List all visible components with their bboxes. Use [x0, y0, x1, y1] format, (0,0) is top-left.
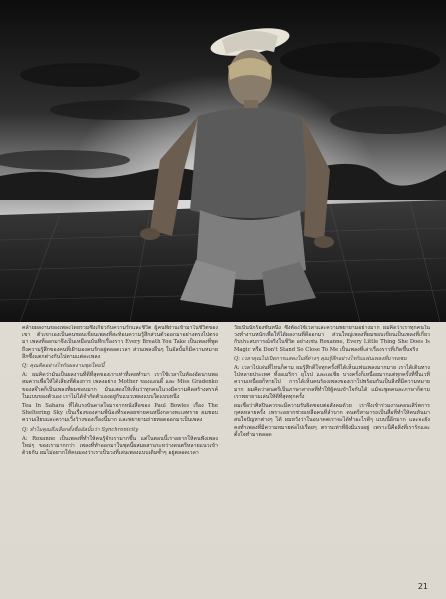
left-question-2: Q: ทำไมคุณถึงเลือกตั้งชื่ออัลบั้มว่า Synchronicity [22, 426, 139, 433]
page-number: 21 [417, 582, 428, 591]
article-columns [22, 325, 430, 573]
right-question-1: Q: เวลาคุณไปเปิดการแสดงในที่ต่างๆ คุณรู้สึกอย่างไรกับแฟนเพลงที่มารอชม [234, 355, 407, 362]
right-paragraph-1: วัยเป็นนักร้องชั้นหนึ่ง ซึ่งต้องใช้เวลาและความพยายามอย่างมาก ผมคิดว่าเราทุกคนในวงทำงานหนักเพื่อให้ได้ผลงานที่ดีออกมา ส่วนใหญ่เพลงที่ผมชอบเขียนเป็นเพลงที่เกี่ยวกับประสบการณ์จริงในชีวิต อย่างเช่น Roxanne, Every Little Thing She Does Is Magic หรือ Don't Stand So Close To Me เป็นเพลงที่เล่าเรื่องราวที่เกิดขึ้นจริง [234, 325, 430, 353]
right-column [234, 325, 430, 573]
left-column [22, 325, 218, 573]
right-paragraph-3: ผมเชื่อว่าศิลปินควรจะมีความรับผิดชอบต่อสังคมด้วย เราจึงเข้าร่วมงานคอนเสิร์ตการกุศลหลายครั้ง เพราะอยากช่วยเหลือคนที่ลำบาก ดนตรีสามารถเป็นสื่อที่ทำให้คนหันมาสนใจปัญหาต่างๆ ได้ ผมหวังว่าในอนาคตเราจะได้ทำอะไรดีๆ แบบนี้อีกมาก และจะยังคงทำเพลงที่มีความหมายต่อไปเรื่อยๆ ตราบเท่าที่ยังมีแรงอยู่ เพราะนี่คือสิ่งที่เรารักและตั้งใจทำมาตลอด [234, 403, 430, 438]
left-paragraph-3: Tea In Sahara ที่ได้แรงบันดาลใจมาจากหนังสือของ Paul Bowles เรื่อง The Sheltering Sky เป็นเรื่องของสามพี่น้องที่รอคอยชายคนหนึ่งกลางทะเลทราย ผมชอบความเงียบและความเวิ้งว้างของเรื่องนี้มาก และพยายามถ่ายทอดออกมาเป็นเพลง [22, 403, 218, 424]
left-paragraph-4: A: Roxanne เป็นเพลงที่ทำให้คนรู้จักเรามากขึ้น แต่ในตอนนี้เราอยากให้คนฟังเพลงใหม่ๆ ของเรามากกว่า เพลงที่ทำออกมาในชุดนี้ผสมผสานระหว่างดนตรีหลายแนวเข้าด้วยกัน ผมไม่อยากให้คนมองว่าเราเป็นวงที่เล่นเพลงแบบเดิมซ้ำๆ อยู่ตลอดเวลา [22, 435, 218, 457]
left-question-1: Q: คุณคิดอย่างไรกับผลงานชุดใหม่นี้ [22, 363, 105, 370]
left-paragraph-2: A: ผมคิดว่ามันเป็นผลงานที่ดีที่สุดของเราเท่าที่เคยทำมา เราใช้เวลาในห้องอัดนานพอสมควรเพื่อให้ได้เสียงที่ต้องการ เพลงอย่าง Mother ของแอนดี้ และ Miss Gradenko ของสจ๊วตก็เป็นเพลงที่ผมชอบมาก มันแสดงให้เห็นว่าทุกคนในวงมีความคิดสร้างสรรค์ในแบบของตัวเอง เราไม่ได้จำกัดตัวเองอยู่กับแนวเพลงแบบใดแบบหนึ่ง [22, 372, 218, 400]
right-paragraph-2: A: เวลาไปเล่นที่ไหนก็ตาม ผมรู้สึกดีใจทุกครั้งที่ได้เห็นแฟนเพลงมากมาย เราได้เดินทางไปหลายประเทศ ทั้งอเมริกา ยุโรป และเอเชีย บางครั้งก็เหนื่อยมากแต่ทุกครั้งที่ขึ้นเวทีความเหนื่อยก็หายไป การได้เห็นคนร้องเพลงของเราไปพร้อมกันเป็นสิ่งที่มีความหมายมาก ผมคิดว่าดนตรีเป็นภาษาสากลที่ทำให้ผู้คนเข้าใจกันได้ แม้จะพูดคนละภาษาก็ตาม เราพยายามเล่นให้ดีที่สุดทุกครั้ง [234, 365, 430, 400]
left-paragraph-1: คล้ายผลงานของเพลงโดยรวมซึ่งเกี่ยวกับความรักและชีวิต ผู้คนที่ผ่านเข้ามาในชีวิตของเขา ตัวเขาเองเป็นคนชอบเขียนเพลงที่สะท้อนความรู้สึกส่วนตัวออกมาอย่างตรงไปตรงมา เพลงที่ออกมาจึงเป็นเหมือนบันทึกเรื่องราว Every Breath You Take เป็นเพลงที่พูดถึงความรู้สึกของคนที่เฝ้ามองคนรักอยู่ตลอดเวลา ส่วนเพลงอื่นๆ ในอัลบั้มก็มีความหมายลึกซึ้งแตกต่างกันไปตามแต่ละเพลง [22, 325, 218, 360]
